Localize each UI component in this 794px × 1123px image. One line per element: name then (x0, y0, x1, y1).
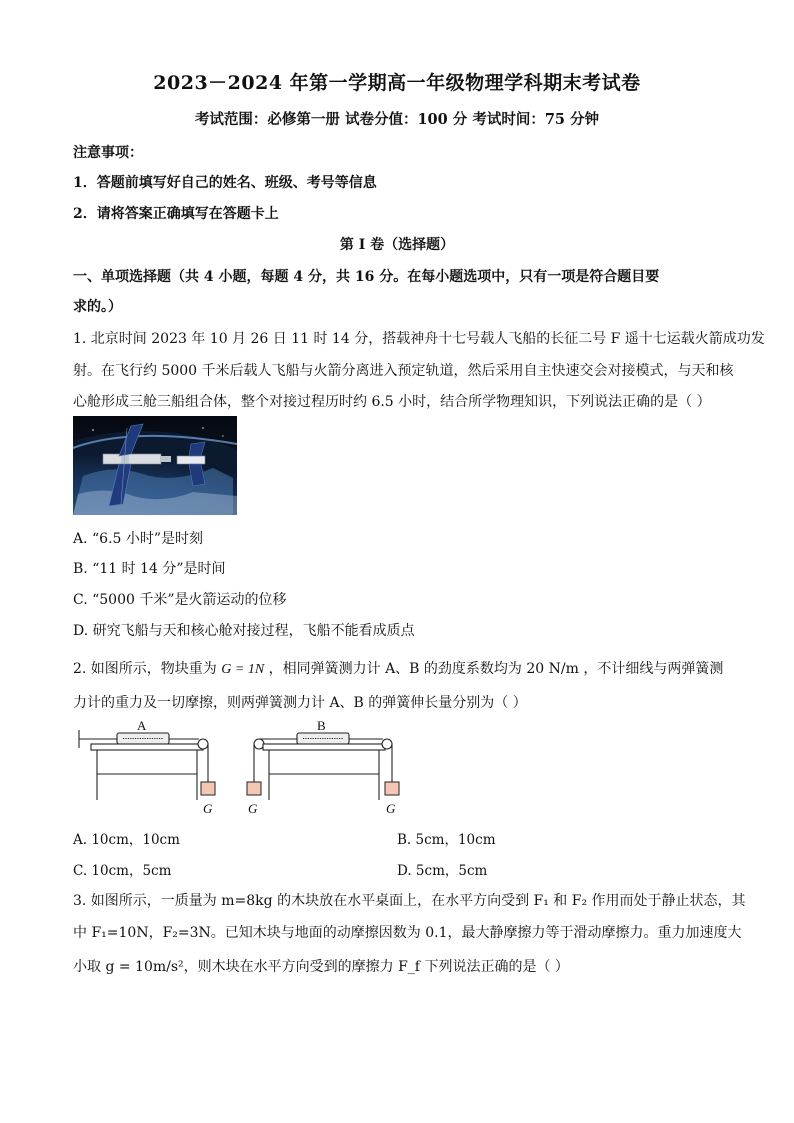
q2-option-d: D. 5cm，5cm (397, 863, 488, 879)
spacecraft-docking-image (73, 416, 237, 515)
label-a: A (137, 718, 147, 733)
exam-info: 考试范围：必修第一册 试卷分值：100 分 考试时间：75 分钟 (194, 111, 600, 128)
page-title: 2023－2024 年第一学期高一年级物理学科期末考试卷 (153, 72, 641, 94)
q1-option-b: B. “11 时 14 分”是时间 (73, 561, 226, 577)
q2-stem-line1 (73, 658, 723, 678)
label-g-right-left: G (248, 801, 258, 816)
q2-stem-line2: 力计的重力及一切摩擦，则两弹簧测力计 A、B 的弹簧伸长量分别为（ ） (73, 695, 527, 711)
q1-stem-line3: 心舱形成三舱三船组合体，整个对接过程历时约 6.5 小时，结合所学物理知识，下列说法正确的是（ ） (73, 394, 711, 410)
label-b: B (317, 718, 326, 733)
q1-option-a: A. “6.5 小时”是时刻 (73, 531, 204, 547)
q2-stem-part-b: ，相同弹簧测力计 A、B 的劲度系数均为 (268, 661, 522, 677)
q2-stem-part-c: ，不计细线与两弹簧测 (583, 661, 724, 677)
label-g-right-right: G (386, 801, 396, 816)
label-g-left-setup: G (203, 801, 213, 816)
q1-option-d: D. 研究飞船与天和核心舱对接过程，飞船不能看成质点 (73, 623, 415, 639)
notes-heading: 注意事项： (73, 145, 143, 161)
volume-title: 第 I 卷（选择题） (339, 237, 455, 253)
part1-heading-line1: 一、单项选择题（共 4 小题，每题 4 分，共 16 分。在每小题选项中，只有一项是符合题目要 (73, 269, 660, 285)
q2-stiffness-value: 20 N/m (526, 661, 579, 677)
q2-weight-equation: G = 1N (221, 662, 265, 677)
q2-option-c: C. 10cm，5cm (73, 863, 172, 879)
q3-stem-line3: 小取 g = 10m/s²，则木块在水平方向受到的摩擦力 F_f 下列说法正确的是（ ） (73, 959, 569, 975)
q1-stem-line2: 射。在飞行约 5000 千米后载人飞船与火箭分离进入预定轨道，然后采用自主快速交会对接模式，与天和核 (73, 363, 734, 379)
q2-option-a: A. 10cm，10cm (73, 832, 180, 848)
note-item-1: 1．答题前填写好自己的姓名、班级、考号等信息 (73, 175, 377, 191)
q2-stem-part-a: 2. 如图所示，物块重为 (73, 661, 217, 677)
q1-stem-line1: 1. 北京时间 2023 年 10 月 26 日 11 时 14 分，搭载神舟十七号载人飞船的长征二号 F 遥十七运载火箭成功发 (73, 331, 765, 347)
note-item-2: 2．请将答案正确填写在答题卡上 (73, 206, 279, 222)
q3-stem-line1: 3. 如图所示，一质量为 m=8kg 的木块放在水平桌面上，在水平方向受到 F₁ 和 F₂ 作用而处于静止状态，其 (73, 893, 746, 909)
q1-option-c: C. “5000 千米”是火箭运动的位移 (73, 592, 287, 608)
spring-scale-diagram (73, 718, 413, 818)
q3-stem-line2: 中 F₁=10N，F₂=3N。已知木块与地面的动摩擦因数为 0.1，最大静摩擦力等于滑动摩擦力。重力加速度大 (73, 925, 742, 941)
q2-option-b: B. 5cm，10cm (397, 832, 496, 848)
part1-heading-line2: 求的。） (73, 299, 122, 315)
